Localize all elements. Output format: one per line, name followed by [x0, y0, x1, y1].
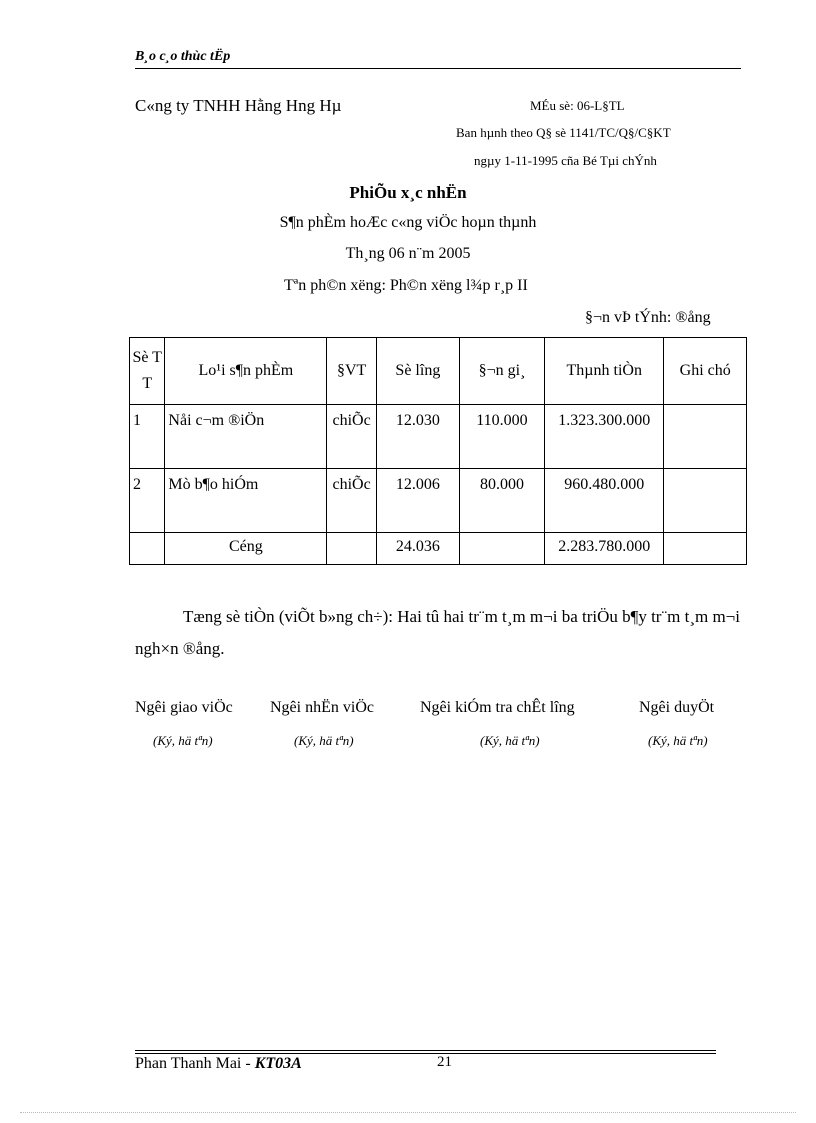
- col-header-price: §¬n gi¸: [459, 338, 544, 405]
- col-header-product: Lo¹i s¶n phÈm: [165, 338, 327, 405]
- cell-note: [664, 405, 747, 469]
- col-header-quantity: Sè lîng: [376, 338, 459, 405]
- cell-quantity: 12.030: [376, 405, 459, 469]
- total-quantity: 24.036: [376, 533, 459, 565]
- cell-empty: [664, 533, 747, 565]
- cell-unit: chiÕc: [327, 469, 377, 533]
- cell-note: [664, 469, 747, 533]
- cell-price: 110.000: [459, 405, 544, 469]
- cell-empty: [459, 533, 544, 565]
- form-number: MÉu sè: 06-L§TL: [530, 98, 625, 113]
- signature-note: (Ký, hä tªn): [480, 733, 540, 748]
- cell-quantity: 12.006: [376, 469, 459, 533]
- total-label: Céng: [165, 533, 327, 565]
- cell-product: Nåi c¬m ®iÖn: [165, 405, 327, 469]
- currency-unit: §¬n vÞ tÝnh: ®ång: [585, 309, 711, 326]
- document-subtitle: S¶n phÈm hoÆc c«ng viÖc hoµn thµnh: [279, 214, 537, 231]
- table-total-row: [130, 533, 747, 565]
- signature-inspector: Ngêi kiÓm tra chÊt lîng: [420, 699, 575, 716]
- footer-class: KT03A: [254, 1055, 302, 1072]
- table-row: [130, 405, 747, 469]
- col-header-note: Ghi chó: [664, 338, 747, 405]
- cell-unit: chiÕc: [327, 405, 377, 469]
- workshop-name: Tªn ph©n xëng: Ph©n xëng l¾p r¸p II: [284, 277, 528, 294]
- total-in-words: Tæng sè tiÒn (viÕt b»ng ch÷): Hai tû hai tr¨m t¸m m¬i ba triÖu b¶y tr¨m t¸m m¬i ngh×n ®ång.: [135, 607, 740, 658]
- footer-rule: [135, 1050, 716, 1051]
- signature-note: (Ký, hä tªn): [648, 733, 708, 748]
- table-header-row: [130, 338, 747, 405]
- footer-author-name: Phan Thanh Mai -: [135, 1055, 255, 1072]
- signature-assigner: Ngêi giao viÖc: [135, 699, 233, 716]
- document-title: PhiÕu x¸c nhËn: [349, 183, 467, 202]
- header-rule: [135, 68, 741, 69]
- document-month: Th¸ng 06 n¨m 2005: [345, 245, 471, 262]
- company-name: C«ng ty TNHH Hằng Hng Hµ: [135, 96, 342, 115]
- signature-receiver: Ngêi nhËn viÖc: [270, 699, 374, 716]
- form-decree-date: ngµy 1-11-1995 cña Bé Tµi chÝnh: [474, 153, 657, 168]
- table-row: [130, 469, 747, 533]
- cell-empty: [130, 533, 165, 565]
- footer-author: [135, 1055, 302, 1073]
- col-header-amount: Thµnh tiÒn: [545, 338, 664, 405]
- col-header-stt: Sè TT: [130, 338, 165, 405]
- cell-stt: 2: [130, 469, 165, 533]
- footer-rule: [135, 1053, 716, 1054]
- signature-note: (Ký, hä tªn): [294, 733, 354, 748]
- cell-price: 80.000: [459, 469, 544, 533]
- cell-stt: 1: [130, 405, 165, 469]
- running-header: B¸o c¸o thùc tËp: [135, 49, 231, 64]
- total-amount: 2.283.780.000: [545, 533, 664, 565]
- page-number: 21: [437, 1054, 452, 1070]
- cell-product: Mò b¶o hiÓm: [165, 469, 327, 533]
- col-header-unit: §VT: [327, 338, 377, 405]
- cell-empty: [327, 533, 377, 565]
- cell-amount: 960.480.000: [545, 469, 664, 533]
- form-decree: Ban hµnh theo Q§ sè 1141/TC/Q§/C§KT: [456, 125, 671, 140]
- product-table: [129, 337, 747, 565]
- signature-approver: Ngêi duyÖt: [639, 699, 715, 716]
- cell-amount: 1.323.300.000: [545, 405, 664, 469]
- signature-note: (Ký, hä tªn): [153, 733, 213, 748]
- page-bottom-border: [20, 1112, 796, 1113]
